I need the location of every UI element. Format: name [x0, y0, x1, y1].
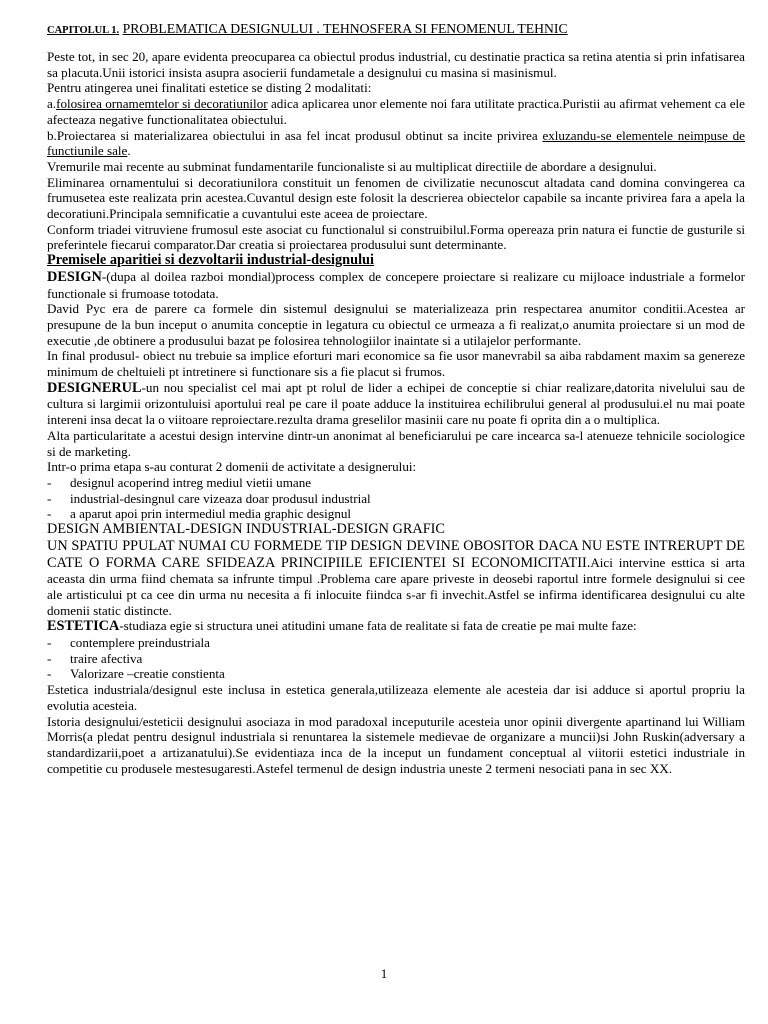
underlined-text: folosirea ornamemtelor si decoratiunilor [56, 96, 268, 112]
definition-paragraph: DESIGNERUL-un nou specialist cel mai apt pt rolul de lider a echipei de conceptie si chiar realizare,datorita nivelului sau de cultura si largimii orizontuluisi aportului real pe care il poate adduce la instituirea echilibrului general al produsului.el nu mai poate intereni insa decat la o viitoare reproiectare.rezulta drama greselilor masinii care nu poate fi oprita din a o multiplica. [47, 379, 745, 428]
paragraph: Eliminarea ornamentului si decoratiunilora constituit un fenomen de civilizatie necunoscut altadata cand domina convingerea ca frumusetea este realizata prin acestea.Cuvantul design este folosit la descrierea obiectelor capabile sa incante privirea fara a apela la decoratiuni.Principala semnificatie a cuvantului este aceea de proiectare. [47, 174, 745, 222]
paragraph: Estetica industriala/designul este inclusa in estetica generala,utilizeaza elemente ale acesteia dar isi adduce si aportul propriu la evolutia acesteia. [47, 682, 745, 713]
list-item: - Valorizare –creatie constienta [47, 666, 225, 682]
paragraph: Istoria designului/esteticii designului asociaza in mod paradoxal inceputurile acesteia unor opinii divergente apartinand lui William Morris(a pledat pentru designul industriala si renuntarea la sistemele medievae de organizare a muncii)si John Ruskin(adversary a standardizarii,poet a artizanatului).Se evidentiaza inca de la inceput un fundament conceptual al viitorii estetici industriale in competitie cu produsele mestesugaresti.Astefel termenul de design industria uneste 2 termeni nesociati pana in sec XX. [47, 713, 745, 776]
document-body [47, 49, 745, 776]
term: DESIGN [47, 268, 102, 285]
section-heading: Premisele aparitiei si dezvoltarii industrial-designului [47, 252, 374, 269]
paragraph: b.Proiectarea si materializarea obiectului in asa fel incat produsul obtinut sa incite privirea exluzandu-se elementele neimpuse de functiunile sale. [47, 127, 745, 159]
term: DESIGNERUL [47, 379, 142, 396]
caps-text: UN SPATIU PPULAT NUMAI CU FORMEDE TIP DESIGN DEVINE OBOSITOR DACA NU ESTE INTRERUPT DE CATE O FORMA CARE SFIDEAZA PRINCIPIILE EFICIENTEI SI ECONOMICITATII. [47, 537, 745, 571]
list-item: - contemplere preindustriala [47, 635, 210, 651]
term: ESTETICA [47, 618, 120, 635]
page-number: 1 [380, 966, 388, 981]
paragraph: David Pyc era de parere ca formele din sistemul designului se materializeaza prin respectarea anumitor conditii.Acestea ar presupune de la bun inceput o anumita conceptie in legatura cu obiectul ce urmeaza a fi realizat,o anumita proiectare si un mod de executie ,de obtinere a produsului bazat pe folosirea tehnologiilor inaintate si a utilajelor performante. [47, 301, 745, 348]
definition-paragraph: DESIGN-(dupa al doilea razboi mondial)process complex de concepere proiectare si realizare cu mijloace industriale a formelor functionale si frumoase totodata. [47, 268, 745, 301]
paragraph: UN SPATIU PPULAT NUMAI CU FORMEDE TIP DESIGN DEVINE OBOSITOR DACA NU ESTE INTRERUPT DE CATE O FORMA CARE SFIDEAZA PRINCIPIILE EFICIENTEI SI ECONOMICITATII.Aici intervine esttica si arta aceasta din urma fiind chemata sa infrunte timpul .Problema care apare priveste in deosebi raportul intre formele designului si cee ale artisticului pt ca cee din urma nu necesita a fi inlocuite fiindca s-ar fi invechit.Astfel se infirma identificarea designului cu alte domenii static distincte. [47, 537, 745, 618]
chapter-heading [47, 20, 745, 40]
paragraph: Vremurile mai recente au subminat fundamentarile funcionaliste si au multiplicat directiile de abordare a designului. [47, 158, 657, 174]
paragraph: a.folosirea ornamemtelor si decoratiunilor adica aplicarea unor elemente noi fara utilitate practica.Puristii au afirmat vehement ca ele afecteaza negative functionalitatea obiectului. [47, 96, 745, 127]
chapter-label: CAPITOLUL 1. [47, 25, 120, 36]
definition-paragraph: ESTETICA-studiaza egie si structura unei atitudini umane fata de realitate si fata de creatie pe mai multe faze: [47, 618, 637, 635]
underlined-text: exluzandu-se elementele neimpuse de functiunile sale [47, 127, 745, 159]
list-item: - industrial-desingnul care vizeaza doar produsul industrial [47, 490, 371, 506]
paragraph: Peste tot, in sec 20, apare evidenta preocuparea ca obiectul produs industrial, cu destinatie practica sa retina atentia si prin infatisarea sa placuta.Unii istorici insista asupra asocierii fundametale a designului cu masina si masinismul. [47, 49, 745, 80]
paragraph: Conform triadei vitruviene frumosul este asociat cu functionalul si construibilul.Forma opereaza prin natura ei functie de gusturile si preferintele fiecarui comparator.Dar creatia si proiectarea produsului sunt determinante. [47, 221, 745, 253]
list-item: - designul acoperind intreg mediul vietii umane [47, 474, 312, 490]
list [47, 635, 745, 682]
list-item: - traire afectiva [47, 650, 143, 666]
paragraph: Pentru atingerea unei finalitati estetice se disting 2 modalitati: [47, 80, 372, 96]
list [47, 475, 745, 522]
chapter-title: PROBLEMATICA DESIGNULUI . TEHNOSFERA SI FENOMENUL TEHNIC [122, 21, 568, 36]
list-item: - a aparut apoi prin intermediul media graphic designul [47, 506, 352, 522]
paragraph: Alta particularitate a acestui design intervine dintr-un anonimat al beneficiarului pe care incearca sa-l atenueze tehnicile sociologice si de marketing. [47, 427, 745, 459]
domains-line: DESIGN AMBIENTAL-DESIGN INDUSTRIAL-DESIGN GRAFIC [47, 521, 445, 538]
paragraph: Intr-o prima etapa s-au conturat 2 domenii de activitate a designerului: [47, 459, 417, 475]
paragraph: In final produsul- obiect nu trebuie sa implice eforturi mari economice sa fie usor manevrabil sa aiba rabdament maxim sa genereze minimum de cheltuieli pt intretinere si functionare sis a fie placut si frumos. [47, 348, 745, 380]
